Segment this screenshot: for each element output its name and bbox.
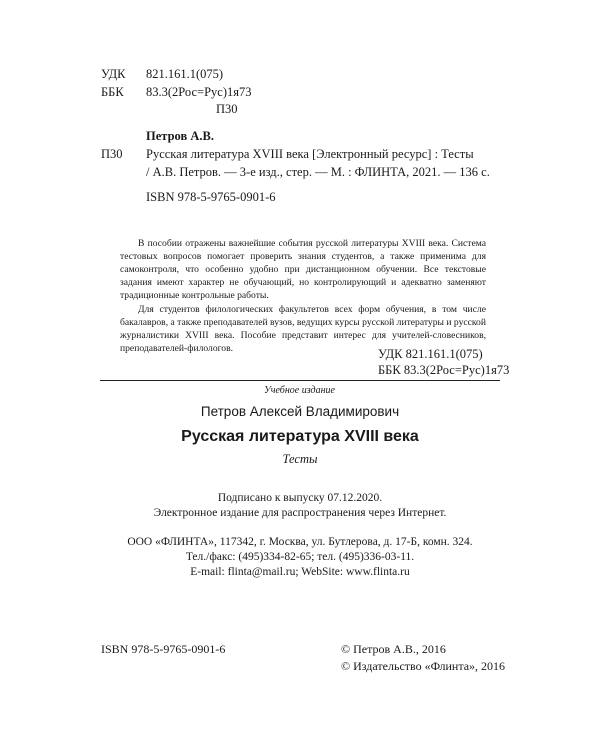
distribution-note: Электронное издание для распространения через Интернет. (153, 507, 447, 519)
publisher-address: ООО «ФЛИНТА», 117342, г. Москва, ул. Бутлерова, д. 17-Б, комн. 324. (127, 536, 473, 548)
catalog-title-line: Русская литература XVIII века [Электронный ресурс] : Тесты (146, 147, 474, 161)
udk-label: УДК (101, 67, 126, 81)
catalog-isbn: ISBN 978-5-9765-0901-6 (146, 190, 276, 204)
catalog-author: Петров А.В. (146, 129, 214, 143)
footer-isbn: ISBN 978-5-9765-0901-6 (101, 642, 226, 656)
book-subtitle: Тесты (282, 452, 318, 466)
udk-value: 821.161.1(075) (146, 67, 224, 81)
copyright-publisher: © Издательство «Флинта», 2016 (341, 659, 506, 673)
edition-type: Учебное издание (264, 385, 335, 396)
author-mark: П30 (216, 102, 238, 116)
annotation-bbk: ББК 83.3(2Рос=Рус)1я73 (378, 363, 510, 377)
copyright-author: © Петров А.В., 2016 (341, 642, 446, 656)
divider-line (100, 380, 500, 381)
annotation-paragraph: В пособии отражены важнейшие события русской литературы XVIII века. Система тестовых вопросов помогает проверить знания студентов, а также применима для самоконтроля, что особенно удобно при дистанционном обучении. Все текстовые задания имеют характер не обучающий, но контролирующий и адекватно заменяют традиционные контрольные работы. (120, 238, 486, 301)
author-full-name: Петров Алексей Владимирович (200, 404, 400, 419)
publisher-phone: Тел./факс: (495)334-82-65; тел. (495)336-03-11. (185, 551, 415, 563)
imprint (100, 491, 500, 580)
annotation-paragraph: Для студентов филологических факультетов всех форм обучения, в том числе бакалавров, а также преподавателей вузов, ведущих курсы русской литературы и русской журналистики XVIII века. Пособие представит интерес для учителей-словесников, преподавателей-филологов. (120, 304, 486, 354)
bbk-label: ББК (101, 85, 124, 99)
publisher-contacts: E-mail: flinta@mail.ru; WebSite: www.flinta.ru (190, 566, 410, 578)
bbk-value: 83.3(2Рос=Рус)1я73 (146, 85, 252, 99)
signed-date: Подписано к выпуску 07.12.2020. (217, 492, 383, 504)
annotation-udk: УДК 821.161.1(075) (378, 347, 483, 361)
catalog-responsibility-line: / А.В. Петров. — 3-е изд., стер. — М. : ФЛИНТА, 2021. — 136 с. (146, 165, 490, 179)
book-title: Русская литература XVIII века (181, 428, 419, 445)
annotation (120, 237, 486, 355)
catalog-mark: П30 (101, 147, 123, 161)
